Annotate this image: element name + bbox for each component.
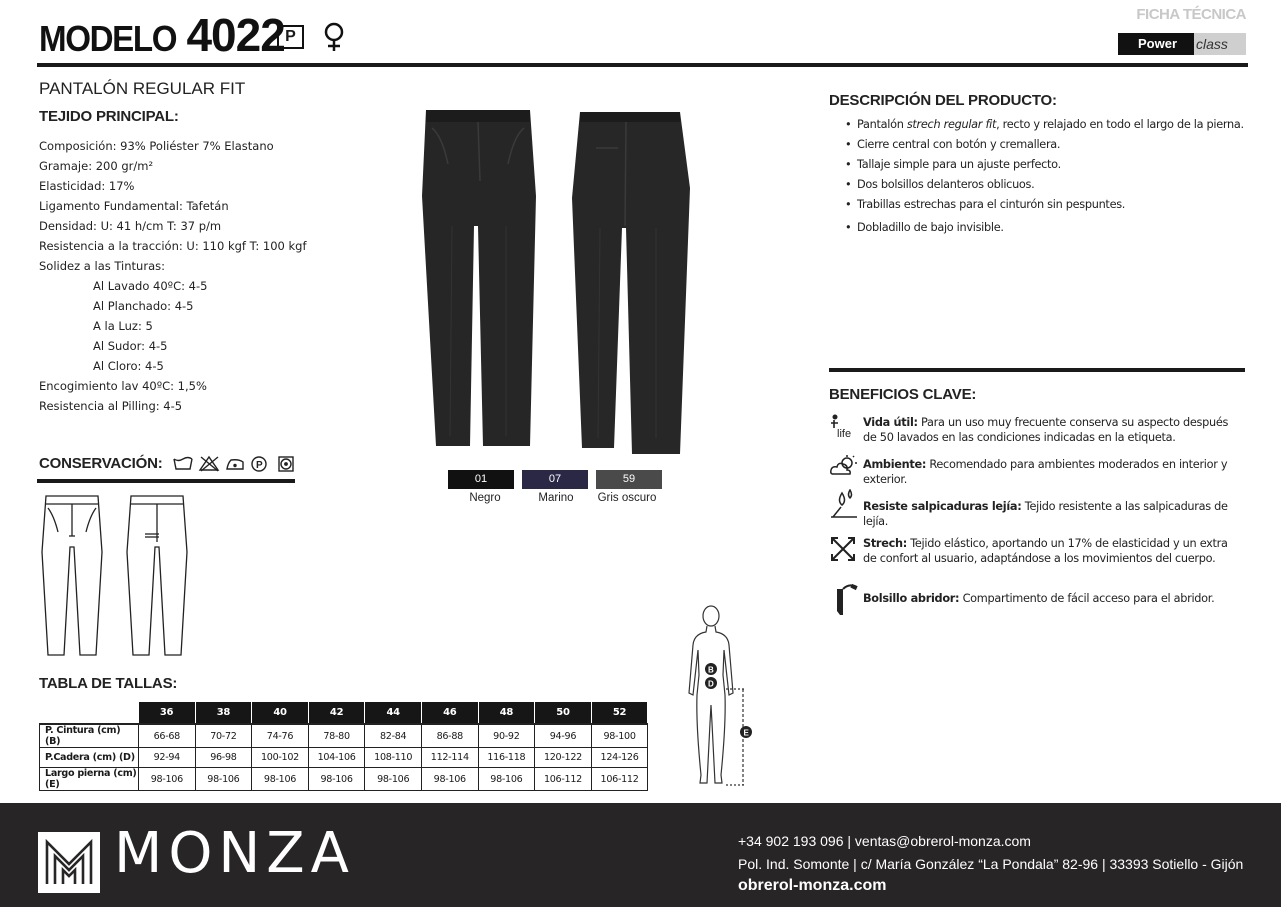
row-label: P.Cadera (cm) (D) — [40, 748, 139, 768]
size-header: 46 — [421, 702, 478, 724]
table-cell: 70-72 — [195, 724, 252, 748]
table-cell: 74-76 — [252, 724, 309, 748]
table-cell: 86-88 — [421, 724, 478, 748]
table-cell: 94-96 — [535, 724, 592, 748]
color-swatch-marino[interactable]: 07 — [522, 470, 588, 489]
color-name-marino: Marino — [538, 492, 574, 504]
description-heading: DESCRIPCIÓN DEL PRODUCTO: — [829, 92, 1057, 109]
spec-line: Ligamento Fundamental: Tafetán — [39, 199, 229, 213]
benefit-salpicaduras: Resiste salpicaduras lejía: Tejido resistente a las salpicaduras de lejía. — [863, 500, 1228, 528]
table-cell: 78-80 — [308, 724, 365, 748]
size-header: 36 — [139, 702, 196, 724]
table-cell: 120-122 — [535, 748, 592, 768]
benefits-heading: BENEFICIOS CLAVE: — [829, 386, 977, 403]
spec-line: Al Lavado 40ºC: 4-5 — [93, 279, 208, 293]
body-label-b: B — [708, 665, 714, 675]
table-cell: 96-98 — [195, 748, 252, 768]
contact-address: Pol. Ind. Somonte | c/ María González “La Pondala” 82-96 | 33393 Sotiello - Gijón — [738, 856, 1244, 872]
table-cell: 100-102 — [252, 748, 309, 768]
color-swatch-gris-oscuro[interactable]: 59 — [596, 470, 662, 489]
spec-line: A la Luz: 5 — [93, 319, 153, 333]
table-cell: 82-84 — [365, 724, 422, 748]
page-title — [39, 9, 285, 61]
table-row — [40, 724, 648, 748]
table-cell: 104-106 — [308, 748, 365, 768]
benefit-vida-util: Vida útil: Para un uso muy frecuente conserva su aspecto después de 50 lavados en las condiciones indicadas en la etiqueta. — [863, 416, 1229, 444]
table-cell: 98-106 — [195, 768, 252, 791]
monza-logo-icon — [38, 832, 100, 893]
contact-phone-email[interactable]: +34 902 193 096 | ventas@obrerol-monza.com — [738, 833, 1031, 849]
spec-line: Al Sudor: 4-5 — [93, 339, 168, 353]
benefit-ambiente: Ambiente: Recomendado para ambientes moderados en interior y exterior. — [863, 458, 1228, 486]
table-row — [40, 768, 648, 791]
model-word: MODELO — [39, 18, 177, 59]
spec-line: Al Cloro: 4-5 — [93, 359, 164, 373]
color-name-gris-oscuro: Gris oscuro — [597, 492, 657, 504]
fabric-heading: TEJIDO PRINCIPAL: — [39, 108, 179, 125]
table-cell: 108-110 — [365, 748, 422, 768]
size-header: 38 — [195, 702, 252, 724]
size-header: 40 — [252, 702, 309, 724]
back-flat-sketch — [125, 492, 189, 662]
size-table — [39, 702, 648, 791]
spec-line: Encogimiento lav 40ºC: 1,5% — [39, 379, 207, 393]
product-photo-front — [418, 106, 543, 459]
table-cell: 98-106 — [308, 768, 365, 791]
benefits-divider — [829, 368, 1245, 372]
dry-clean-p-icon — [252, 457, 266, 471]
size-header: 44 — [365, 702, 422, 724]
care-icons — [173, 454, 298, 479]
table-cell: 98-106 — [478, 768, 535, 791]
spec-line: Densidad: U: 41 h/cm T: 37 p/m — [39, 219, 222, 233]
table-cell: 90-92 — [478, 724, 535, 748]
table-cell: 98-106 — [252, 768, 309, 791]
table-cell: 92-94 — [139, 748, 196, 768]
spec-line: Gramaje: 200 gr/m² — [39, 159, 154, 173]
row-label: Largo pierna (cm) (E) — [40, 768, 139, 791]
tumble-dry-icon — [279, 457, 293, 471]
power-label: Power — [1138, 36, 1178, 51]
care-heading: CONSERVACIÓN: — [39, 455, 163, 472]
life-icon — [829, 413, 857, 446]
life-tag: life — [837, 428, 852, 440]
table-cell: 98-106 — [421, 768, 478, 791]
product-subtitle: PANTALÓN REGULAR FIT — [39, 79, 246, 98]
iron-low-icon — [227, 460, 243, 469]
body-label-e: E — [743, 728, 749, 738]
class-label: class — [1196, 36, 1228, 52]
table-cell: 66-68 — [139, 724, 196, 748]
table-cell: 112-114 — [421, 748, 478, 768]
model-number: 4022 — [186, 9, 285, 61]
stretch-arrows-icon — [829, 535, 857, 568]
benefit-strech: Strech: Tejido elástico, aportando un 17% de elasticidad y un extra de confort al usuario, adaptándose a los movimientos del cuerpo. — [863, 537, 1228, 565]
spec-line: Resistencia al Pilling: 4-5 — [39, 399, 183, 413]
spec-line: Composición: 93% Poliéster 7% Elastano — [39, 139, 274, 153]
female-icon — [322, 22, 346, 57]
fabric-spec-list — [39, 136, 307, 416]
no-bleach-icon — [200, 457, 218, 471]
row-label: P. Cintura (cm) (B) — [40, 724, 139, 748]
description-item: • Dos bolsillos delanteros oblicuos. — [845, 177, 1244, 197]
care-divider — [37, 479, 295, 483]
table-cell: 106-112 — [535, 768, 592, 791]
table-cell: 116-118 — [478, 748, 535, 768]
color-swatch-negro[interactable]: 01 — [448, 470, 514, 489]
front-flat-sketch — [40, 492, 104, 662]
table-cell: 124-126 — [591, 748, 648, 768]
table-cell: 98-106 — [139, 768, 196, 791]
spec-line: Resistencia a la tracción: U: 110 kgf T: 100 kgf — [39, 239, 307, 253]
weather-icon — [829, 454, 859, 485]
table-cell: 106-112 — [591, 768, 648, 791]
description-item: • Dobladillo de bajo invisible. — [845, 220, 1244, 240]
description-list — [845, 117, 1244, 240]
size-header: 48 — [478, 702, 535, 724]
power-class-logo — [1118, 33, 1246, 55]
size-header-row — [40, 702, 648, 724]
size-header: 52 — [591, 702, 648, 724]
spec-line: Al Planchado: 4-5 — [93, 299, 194, 313]
size-table-heading: TABLA DE TALLAS: — [39, 675, 178, 692]
benefit-bolsillo-abridor: Bolsillo abridor: Compartimento de fácil acceso para el abridor. — [863, 592, 1215, 605]
opener-icon — [831, 581, 861, 622]
size-header: 42 — [308, 702, 365, 724]
svg-text:P: P — [256, 460, 263, 471]
table-row — [40, 748, 648, 768]
product-photo-back — [568, 108, 693, 463]
body-label-d: D — [708, 679, 714, 689]
wash-30-icon — [174, 458, 192, 470]
splash-icon — [829, 489, 859, 528]
size-header: 50 — [535, 702, 592, 724]
description-item: • Pantalón strech regular fit, recto y relajado en todo el largo de la pierna. — [845, 117, 1244, 137]
body-measure-figure — [684, 605, 756, 795]
spec-line: Solidez a las Tinturas: — [39, 259, 165, 273]
spec-line: Elasticidad: 17% — [39, 179, 135, 193]
header-divider — [37, 63, 1248, 67]
description-item: • Tallaje simple para un ajuste perfecto. — [845, 157, 1244, 177]
description-item: • Cierre central con botón y cremallera. — [845, 137, 1244, 157]
description-item: • Trabillas estrechas para el cinturón sin pespuntes. — [845, 197, 1244, 217]
ficha-tecnica-label: FICHA TÉCNICA — [1136, 6, 1246, 23]
color-name-negro: Negro — [469, 492, 501, 504]
monza-wordmark: MONZA — [114, 821, 355, 886]
p-badge: P — [277, 25, 304, 49]
table-cell: 98-106 — [365, 768, 422, 791]
website-link[interactable]: obrerol-monza.com — [738, 877, 887, 894]
table-cell: 98-100 — [591, 724, 648, 748]
